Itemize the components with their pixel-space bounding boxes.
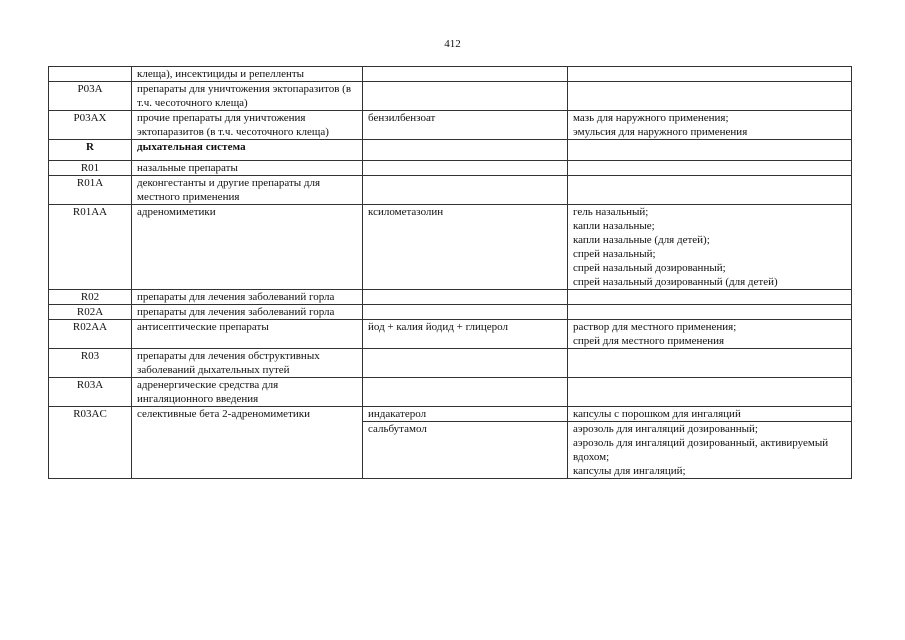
atc-code-cell: R02 bbox=[49, 290, 132, 305]
substance-cell: индакатерол bbox=[363, 407, 568, 422]
dosage-form: аэрозоль для ингаляций дозированный; bbox=[573, 423, 758, 435]
dosage-form-cell bbox=[568, 349, 852, 378]
substance-cell bbox=[363, 176, 568, 205]
atc-code-cell: R01AA bbox=[49, 205, 132, 290]
dosage-form: спрей назальный дозированный (для детей) bbox=[573, 276, 778, 288]
table-row bbox=[49, 176, 852, 205]
group-cell: дыхательная система bbox=[132, 140, 363, 161]
group-cell: клеща), инсектициды и репелленты bbox=[132, 67, 363, 82]
substance-cell bbox=[363, 82, 568, 111]
table-row bbox=[49, 305, 852, 320]
table-row bbox=[49, 320, 852, 349]
substance-cell: сальбутамол bbox=[363, 422, 568, 479]
substance-cell: ксилометазолин bbox=[363, 205, 568, 290]
dosage-form: мазь для наружного применения; bbox=[573, 112, 729, 124]
substance-cell: бензилбензоат bbox=[363, 111, 568, 140]
dosage-form: капли назальные (для детей); bbox=[573, 234, 710, 246]
atc-code-cell: R bbox=[49, 140, 132, 161]
table-row bbox=[49, 67, 852, 82]
group-cell: прочие препараты для уничтожения эктопаразитов (в т.ч. чесоточного клеща) bbox=[132, 111, 363, 140]
dosage-form-cell bbox=[568, 290, 852, 305]
dosage-form-cell bbox=[568, 140, 852, 161]
dosage-form-cell bbox=[568, 378, 852, 407]
dosage-form: аэрозоль для ингаляций дозированный, активируемый вдохом; bbox=[573, 437, 829, 463]
atc-code-cell bbox=[49, 67, 132, 82]
table-row bbox=[49, 111, 852, 140]
dosage-form-cell bbox=[568, 422, 852, 479]
table-row bbox=[49, 161, 852, 176]
group-cell: адренергические средства для ингаляционного введения bbox=[132, 378, 363, 407]
group-cell: назальные препараты bbox=[132, 161, 363, 176]
drug-table bbox=[48, 66, 852, 479]
dosage-form-cell bbox=[568, 161, 852, 176]
dosage-form-cell bbox=[568, 82, 852, 111]
table-row bbox=[49, 349, 852, 378]
dosage-form-cell bbox=[568, 305, 852, 320]
atc-code-cell: R02A bbox=[49, 305, 132, 320]
group-cell: препараты для лечения обструктивных заболеваний дыхательных путей bbox=[132, 349, 363, 378]
substance-cell bbox=[363, 161, 568, 176]
substance-cell bbox=[363, 378, 568, 407]
dosage-form: спрей назальный дозированный; bbox=[573, 262, 726, 274]
atc-code-cell: R03AC bbox=[49, 407, 132, 479]
group-cell: препараты для уничтожения эктопаразитов (в т.ч. чесоточного клеща) bbox=[132, 82, 363, 111]
substance-cell bbox=[363, 140, 568, 161]
dosage-form-cell bbox=[568, 67, 852, 82]
substance-cell bbox=[363, 67, 568, 82]
substance-cell bbox=[363, 290, 568, 305]
dosage-form: капсулы с порошком для ингаляций bbox=[573, 408, 741, 420]
group-cell: антисептические препараты bbox=[132, 320, 363, 349]
atc-code-cell: P03AX bbox=[49, 111, 132, 140]
atc-code-cell: R03A bbox=[49, 378, 132, 407]
dosage-form-cell bbox=[568, 407, 852, 422]
substance-cell bbox=[363, 305, 568, 320]
substance-cell bbox=[363, 349, 568, 378]
group-cell: деконгестанты и другие препараты для местного применения bbox=[132, 176, 363, 205]
table-row bbox=[49, 205, 852, 290]
atc-code-cell: P03A bbox=[49, 82, 132, 111]
group-cell: препараты для лечения заболеваний горла bbox=[132, 305, 363, 320]
dosage-form-cell bbox=[568, 176, 852, 205]
dosage-form: гель назальный; bbox=[573, 206, 649, 218]
table-row bbox=[49, 290, 852, 305]
dosage-form-cell bbox=[568, 111, 852, 140]
atc-code-cell: R02AA bbox=[49, 320, 132, 349]
dosage-form-cell bbox=[568, 320, 852, 349]
table-row bbox=[49, 140, 852, 161]
table-row bbox=[49, 378, 852, 407]
atc-code-cell: R03 bbox=[49, 349, 132, 378]
atc-code-cell: R01 bbox=[49, 161, 132, 176]
page-number: 412 bbox=[444, 38, 461, 50]
atc-code-cell: R01A bbox=[49, 176, 132, 205]
dosage-form: раствор для местного применения; bbox=[573, 321, 737, 333]
dosage-form-cell bbox=[568, 205, 852, 290]
table-row bbox=[49, 82, 852, 111]
group-cell: адреномиметики bbox=[132, 205, 363, 290]
group-cell: препараты для лечения заболеваний горла bbox=[132, 290, 363, 305]
dosage-form: капли назальные; bbox=[573, 220, 655, 232]
dosage-form: эмульсия для наружного применения bbox=[573, 126, 748, 138]
dosage-form: капсулы для ингаляций; bbox=[573, 465, 686, 477]
dosage-form: спрей назальный; bbox=[573, 248, 656, 260]
table-row bbox=[49, 407, 852, 422]
group-cell: селективные бета 2-адреномиметики bbox=[132, 407, 363, 479]
dosage-form: спрей для местного применения bbox=[573, 335, 725, 347]
substance-cell: йод + калия йодид + глицерол bbox=[363, 320, 568, 349]
